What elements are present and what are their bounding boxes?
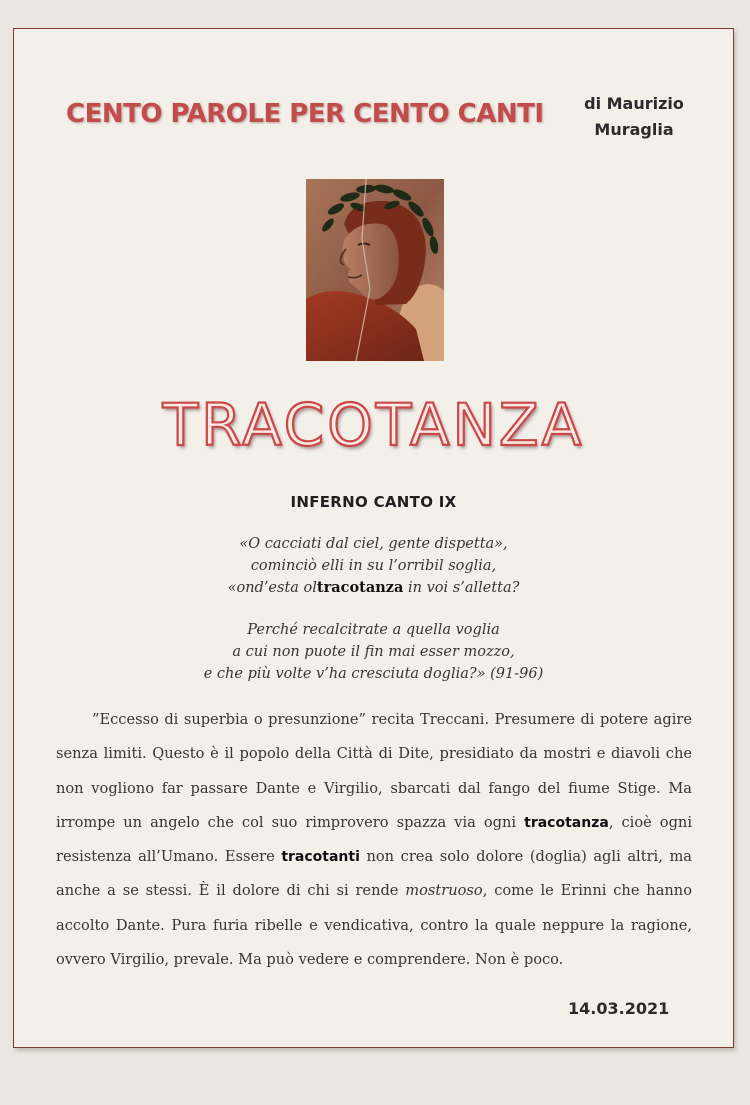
page-frame xyxy=(13,28,734,1048)
verse-keyword: tracotanza xyxy=(316,579,404,596)
verse-line: Perché recalcitrate a quella voglia xyxy=(247,622,500,638)
verse-line: e che più volte v’ha cresciuta doglia?» (91-96) xyxy=(203,666,544,682)
commentary-paragraph xyxy=(56,703,692,977)
commentary-text: , come le Erinni che hanno accolto Dante. Pura furia ribelle e vendicativa, contro la quale neppure la ragione, ovvero Virgilio, prevale. Ma può vedere e comprendere. Non è poco. xyxy=(56,882,692,969)
dante-portrait xyxy=(306,179,444,361)
verse-line xyxy=(14,577,733,599)
author-line-1: di Maurizio xyxy=(584,94,684,113)
commentary-keyword: tracotanza xyxy=(524,814,609,831)
commentary-text: ”Eccesso di superbia o presunzione” recita Treccani. Presumere di potere agire senza limiti. Questo è il popolo della Città di Dite, presidiato da mostri e diavoli che non vogliono far passare Dante e Virgilio, sbarcati dal fango del fiume Stige. Ma irrompe un angelo che col suo rimprovero spazza via ogni xyxy=(56,711,692,831)
verse-text: in voi s’alletta? xyxy=(403,580,520,596)
verse-line: cominciò elli in su l’orribil soglia, xyxy=(250,558,497,574)
author-line-2: Muraglia xyxy=(594,120,674,139)
verse-line: a cui non puote il fin mai esser mozzo, xyxy=(232,644,515,660)
headword: TRACOTANZA xyxy=(162,391,585,459)
commentary-emphasis: mostruoso xyxy=(405,882,483,900)
publication-date: 14.03.2021 xyxy=(568,999,670,1018)
verse-quote xyxy=(14,533,733,685)
commentary-text: non crea solo dolore (doglia) agli altri, ma anche a se stessi. È il dolore di chi si rende xyxy=(56,848,692,900)
commentary-text: , cioè ogni resistenza all’Umano. Essere xyxy=(56,813,692,866)
series-title: CENTO PAROLE PER CENTO CANTI xyxy=(66,99,544,129)
canto-reference: INFERNO CANTO IX xyxy=(290,493,457,511)
verse-text: «ond’esta ol xyxy=(227,580,317,596)
author xyxy=(574,91,694,143)
commentary-keyword: tracotanti xyxy=(281,849,360,866)
verse-line: «O cacciati dal ciel, gente dispetta», xyxy=(239,536,508,552)
